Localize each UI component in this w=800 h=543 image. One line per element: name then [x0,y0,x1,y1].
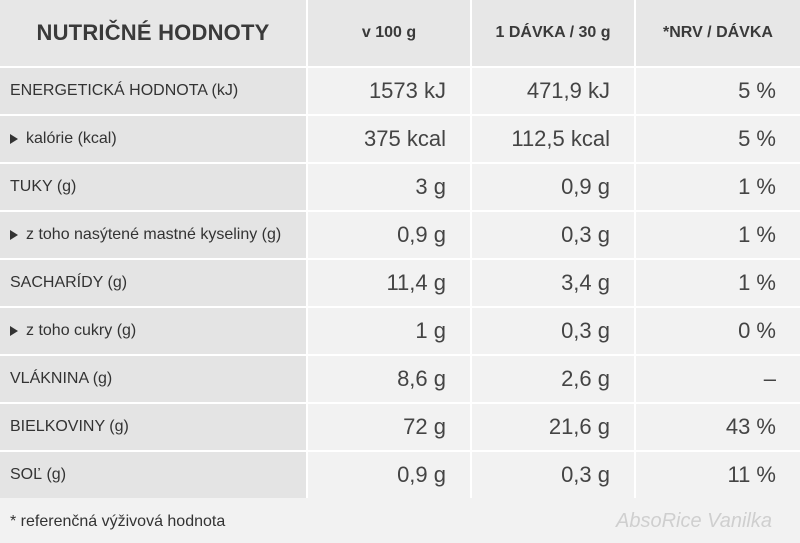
row-value-nrv: 5 % [636,68,800,114]
row-value-v100: 72 g [308,404,470,450]
row-label [0,164,306,210]
row-label-text: kalórie (kcal) [26,130,117,147]
row-value-v100: 1573 kJ [308,68,470,114]
footnote: * referenčná výživová hodnota [10,513,226,530]
row-value-v100: 0,9 g [308,212,470,258]
row-label [0,308,306,354]
row-label-text: SOĽ (g) [10,466,67,483]
table-title: NUTRIČNÉ HODNOTY [0,0,306,66]
arrow-right-icon [10,134,18,144]
row-value-portion: 0,3 g [472,452,634,498]
column-header-per-portion: 1 DÁVKA / 30 g [472,0,634,66]
row-value-v100: 375 kcal [308,116,470,162]
row-label [0,260,306,306]
row-label-text: z toho nasýtené mastné kyseliny (g) [26,226,282,243]
row-value-v100: 3 g [308,164,470,210]
row-label [0,116,306,162]
row-value-v100: 1 g [308,308,470,354]
row-label [0,404,306,450]
row-value-portion: 0,3 g [472,212,634,258]
row-label-text: VLÁKNINA (g) [10,370,113,387]
row-value-portion: 112,5 kcal [472,116,634,162]
row-value-nrv: 0 % [636,308,800,354]
row-value-portion: 2,6 g [472,356,634,402]
row-value-portion: 0,3 g [472,308,634,354]
row-label [0,452,306,498]
row-value-portion: 21,6 g [472,404,634,450]
row-value-portion: 471,9 kJ [472,68,634,114]
arrow-right-icon [10,230,18,240]
column-header-nrv: *NRV / DÁVKA [636,0,800,66]
row-label-text: BIELKOVINY (g) [10,418,129,435]
row-label-text: ENERGETICKÁ HODNOTA (kJ) [10,82,239,99]
row-value-v100: 11,4 g [308,260,470,306]
product-name: AbsoRice Vanilka [615,510,772,532]
row-label [0,212,306,258]
row-value-nrv: 1 % [636,212,800,258]
row-label [0,356,306,402]
row-value-v100: 8,6 g [308,356,470,402]
row-value-portion: 3,4 g [472,260,634,306]
arrow-right-icon [10,326,18,336]
row-value-nrv: 1 % [636,164,800,210]
row-value-nrv: 43 % [636,404,800,450]
row-label [0,68,306,114]
row-label-text: z toho cukry (g) [26,322,137,339]
row-value-nrv: 1 % [636,260,800,306]
row-value-portion: 0,9 g [472,164,634,210]
row-value-nrv: 11 % [636,452,800,498]
row-value-v100: 0,9 g [308,452,470,498]
row-value-nrv: 5 % [636,116,800,162]
row-label-text: SACHARÍDY (g) [10,274,128,291]
row-value-nrv: – [636,356,800,402]
column-header-per-100g: v 100 g [308,0,470,66]
row-label-text: TUKY (g) [10,178,77,195]
